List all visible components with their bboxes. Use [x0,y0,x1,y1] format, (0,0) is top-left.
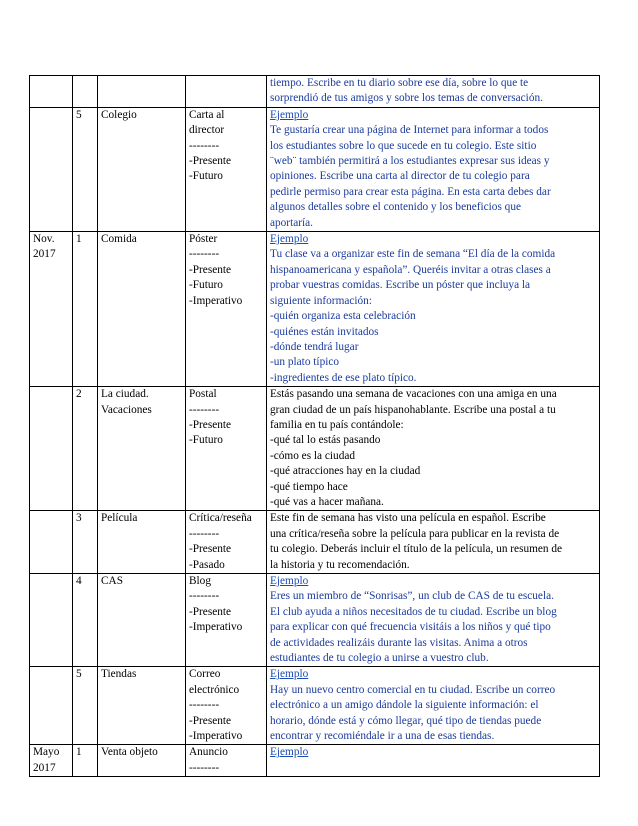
format-line: Crítica/reseña [189,512,252,525]
task-text-line: familia en tu país contándole: [270,418,404,431]
task-text-line: -quiénes están invitados [270,325,379,338]
topic-cell: Película [98,511,186,574]
format-cell [186,387,267,511]
task-text-line: una crítica/reseña sobre la película para publicar en la revista de [270,527,560,540]
task-text-line: probar vuestras comidas. Escribe un póster que incluya la [270,279,531,292]
unit-number-cell: 2 [73,387,98,511]
format-cell [186,76,267,108]
unit-number-cell: 3 [73,511,98,574]
unit-number-cell: 1 [73,745,98,777]
task-text-line: siguiente información: [270,294,372,307]
format-line: -Futuro [189,170,223,183]
task-text-line: opiniones. Escribe una carta al director de tu colegio para [270,170,530,183]
format-line: -Presente [189,605,232,618]
format-line: -Pasado [189,558,225,571]
month-cell [30,511,73,574]
task-text-line: ¨web¨ también permitirá a los estudiantes expresar sus ideas y [270,155,550,168]
task-text-line: -qué atracciones hay en la ciudad [270,465,421,478]
format-line: -Futuro [189,434,223,447]
ejemplo-link[interactable]: Ejemplo [270,746,309,759]
format-line: -Presente [189,155,232,168]
task-text-line: algunos detalles sobre el contenido y los beneficios que [270,201,521,214]
month-cell: Nov. 2017 [30,232,73,387]
month-cell [30,76,73,108]
format-line: -Presente [189,418,232,431]
unit-number-cell: 4 [73,574,98,667]
task-text-line: electrónico a un amigo dándole la siguiente información: el [270,699,539,712]
format-line: -------- [189,527,220,540]
format-line: -------- [189,590,220,603]
task-cell [267,667,600,745]
table-row [30,574,600,667]
task-text-line: -dónde tendrá lugar [270,340,359,353]
topic-cell [98,76,186,108]
month-cell [30,574,73,667]
format-line: Anuncio [189,746,228,759]
table-body [30,76,600,777]
task-text-line: Tu clase va a organizar este fin de semana “El día de la comida [270,248,556,261]
task-text-line: Eres un miembro de “Sonrisas”, un club de CAS de tu escuela. [270,590,554,603]
task-text-line: -ingredientes de ese plato típico. [270,371,417,384]
format-cell [186,511,267,574]
ejemplo-link[interactable]: Ejemplo [270,575,309,587]
month-cell [30,667,73,745]
format-line: Blog [189,575,211,587]
task-cell [267,107,600,231]
task-text-line: -un plato típico [270,356,340,369]
task-text-line: sorprendió de tus amigos y sobre los temas de conversación. [270,92,543,105]
format-cell [186,107,267,231]
format-line: -------- [189,139,220,152]
topic-cell: Venta objeto [98,745,186,777]
month-cell [30,107,73,231]
format-cell [186,232,267,387]
task-text-line: Te gustaría crear una página de Internet para informar a todos [270,124,549,137]
format-line: -------- [189,403,220,416]
table-row [30,107,600,231]
task-text-line: -cómo es la ciudad [270,449,356,462]
task-cell [267,511,600,574]
month-cell: Mayo 2017 [30,745,73,777]
task-text-line: encontrar y recomiéndale ir a una de esas tiendas. [270,730,495,743]
table-row [30,745,600,777]
unit-number-cell: 5 [73,107,98,231]
task-text-line: pedirle permiso para crear esta página. En esta carta debes dar [270,185,551,198]
table-row [30,387,600,511]
topic-cell: Comida [98,232,186,387]
unit-number-cell: 5 [73,667,98,745]
task-text-line: -qué tal lo estás pasando [270,434,381,447]
month-cell [30,387,73,511]
task-text-line: Hay un nuevo centro comercial en tu ciudad. Escribe un correo [270,683,556,696]
unit-number-cell: 1 [73,232,98,387]
task-cell [267,387,600,511]
format-line: -Imperativo [189,621,243,634]
format-line: -Futuro [189,279,223,292]
task-text-line: la historia y tu recomendación. [270,558,410,571]
topic-cell: CAS [98,574,186,667]
task-text-line: Este fin de semana has visto una película en español. Escribe [270,512,546,525]
table-row [30,232,600,387]
format-line: -Presente [189,543,232,556]
format-line: -------- [189,761,220,774]
task-text-line: de actividades realizáis durante las visitas. Anima a otros [270,636,528,649]
table-row [30,667,600,745]
task-text-line: -qué vas a hacer mañana. [270,495,384,508]
format-line: -Imperativo [189,294,243,307]
ejemplo-link[interactable]: Ejemplo [270,108,309,121]
task-text-line: estudiantes de tu colegio a unirse a vuestro club. [270,652,489,665]
format-line: -------- [189,248,220,261]
table-row [30,511,600,574]
topic-cell: Colegio [98,107,186,231]
task-text-line: hispanoamericana y española”. Queréis invitar a otras clases a [270,263,551,276]
format-line: Correo [189,668,221,681]
task-text-line: gran ciudad de un país hispanohablante. Escribe una postal a tu [270,403,556,416]
task-text-line: -quién organiza esta celebración [270,310,416,323]
format-cell [186,667,267,745]
format-line: -Presente [189,714,232,727]
format-line: director [189,124,225,137]
unit-number-cell [73,76,98,108]
curriculum-table [29,75,600,777]
task-text-line: tu colegio. Deberás incluir el título de la película, un resumen de [270,543,563,556]
format-cell [186,745,267,777]
task-text-line: -qué tiempo hace [270,480,348,493]
format-cell [186,574,267,667]
task-cell [267,232,600,387]
format-line: Carta al [189,108,225,121]
format-line: Postal [189,388,217,401]
format-line: Póster [189,233,218,246]
task-text-line: para explicar con qué frecuencia visitáis a los niños y qué tipo [270,621,551,634]
task-cell [267,76,600,108]
table-row [30,76,600,108]
ejemplo-link[interactable]: Ejemplo [270,668,309,681]
ejemplo-link[interactable]: Ejemplo [270,233,309,246]
format-line: -Presente [189,263,232,276]
format-line: -Imperativo [189,730,243,743]
topic-cell: Tiendas [98,667,186,745]
task-text-line: aportaría. [270,216,313,229]
format-line: -------- [189,699,220,712]
task-text-line: tiempo. Escribe en tu diario sobre ese día, sobre lo que te [270,77,529,89]
topic-cell: La ciudad. Vacaciones [98,387,186,511]
task-text-line: Estás pasando una semana de vacaciones con una amiga en una [270,388,557,401]
task-cell [267,574,600,667]
format-line: electrónico [189,683,240,696]
task-text-line: horario, dónde está y cómo llegar, qué tipo de tiendas puede [270,714,542,727]
task-text-line: los estudiantes sobre lo que sucede en tu colegio. Este sitio [270,139,537,152]
task-cell [267,745,600,777]
task-text-line: El club ayuda a niños necesitados de tu ciudad. Escribe un blog [270,605,557,618]
